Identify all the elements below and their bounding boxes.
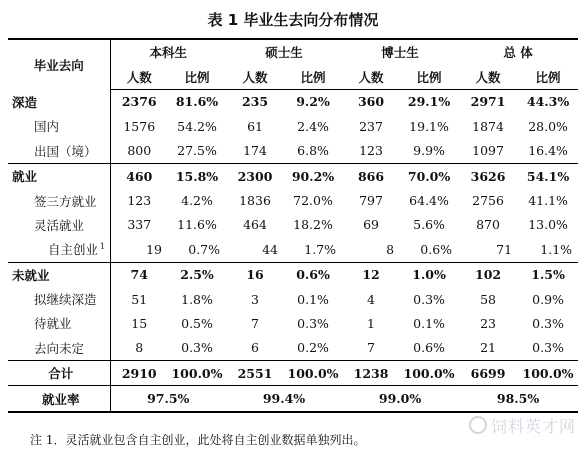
cell: 23	[480, 315, 496, 331]
cell: 0.1%	[297, 291, 329, 307]
row-label: 去向未定	[8, 336, 110, 361]
cell: 460	[110, 163, 168, 188]
cell: 0.3%	[413, 291, 445, 307]
cell: 1.5%	[518, 262, 578, 287]
table-row-employment-rate	[8, 386, 578, 412]
header-count: 人数	[458, 64, 518, 89]
cell: 2.5%	[168, 262, 226, 287]
table-row-tripartite	[8, 188, 578, 212]
cell: 2910	[110, 361, 168, 386]
watermark-text: 饲料英才网	[490, 417, 576, 436]
cell: 29.1%	[407, 94, 451, 110]
cell: 5.6%	[413, 217, 445, 233]
cell: 19	[146, 241, 162, 257]
cell: 4.2%	[181, 193, 213, 209]
header-undergrad: 本科生	[110, 39, 226, 64]
cell: 6699	[458, 361, 518, 386]
cell: 800	[127, 143, 152, 159]
table-row-unemployed	[8, 262, 578, 287]
row-label: 签三方就业	[8, 188, 110, 212]
table-row-awaiting	[8, 311, 578, 335]
cell: 1576	[123, 118, 156, 134]
cell: 97.5%	[110, 386, 226, 412]
cell: 16	[226, 262, 284, 287]
cell: 81.6%	[175, 94, 219, 110]
row-label: 灵活就业	[8, 213, 110, 237]
cell: 51	[131, 291, 148, 307]
cell: 15.8%	[168, 163, 226, 188]
cell: 1.1%	[540, 241, 573, 257]
cell: 28.0%	[528, 118, 568, 134]
cell: 54.1%	[518, 163, 578, 188]
cell: 74	[110, 262, 168, 287]
cell: 100.0%	[168, 361, 226, 386]
cell: 13.0%	[528, 217, 568, 233]
table-row-employed	[8, 163, 578, 188]
footnote-marker: 1	[100, 242, 106, 252]
header-doctor: 博士生	[342, 39, 458, 64]
cell: 0.6%	[420, 241, 453, 257]
cell: 0.9%	[532, 291, 564, 307]
header-ratio: 比例	[518, 64, 578, 89]
row-label: 待就业	[8, 311, 110, 335]
cell: 2300	[226, 163, 284, 188]
header-count: 人数	[342, 64, 400, 89]
table-row-flexible	[8, 213, 578, 237]
graduate-destination-table	[8, 38, 578, 413]
cell: 4	[367, 291, 375, 307]
row-label: 就业	[8, 163, 110, 188]
cell: 0.3%	[532, 340, 564, 356]
header-ratio: 比例	[168, 64, 226, 89]
header-ratio: 比例	[284, 64, 342, 89]
header-count: 人数	[226, 64, 284, 89]
header-corner: 毕业去向	[8, 39, 110, 89]
cell: 70.0%	[400, 163, 458, 188]
cell: 21	[480, 340, 496, 356]
row-label: 未就业	[8, 262, 110, 287]
cell: 27.5%	[177, 143, 217, 159]
cell: 98.5%	[458, 386, 578, 412]
cell: 123	[359, 143, 383, 159]
cell: 18.2%	[293, 217, 333, 233]
cell: 44.3%	[526, 94, 570, 110]
row-label: 出国（境）	[8, 139, 110, 164]
header-count: 人数	[110, 64, 168, 89]
header-master: 硕士生	[226, 39, 342, 64]
cell: 41.1%	[528, 193, 568, 209]
cell: 8	[386, 241, 395, 257]
cell: 16.4%	[528, 143, 568, 159]
row-label: 拟继续深造	[8, 287, 110, 311]
header-overall: 总 体	[458, 39, 578, 64]
cell: 0.6%	[284, 262, 342, 287]
cell: 1836	[239, 193, 271, 209]
cell: 0.2%	[297, 340, 329, 356]
table-title: 表 1 毕业生去向分布情况	[207, 11, 379, 29]
row-label: 就业率	[8, 386, 110, 412]
cell: 235	[241, 94, 269, 110]
cell: 3	[251, 291, 259, 307]
cell: 0.1%	[413, 315, 445, 331]
cell: 1097	[472, 143, 504, 159]
cell: 870	[476, 217, 500, 233]
cell: 1874	[472, 118, 504, 134]
row-label: 合计	[8, 361, 110, 386]
cell: 7	[251, 315, 259, 331]
cell: 61	[247, 118, 263, 134]
cell: 0.5%	[181, 315, 213, 331]
cell: 99.0%	[342, 386, 458, 412]
cell: 464	[243, 217, 267, 233]
table-row-total	[8, 361, 578, 386]
cell: 69	[363, 217, 379, 233]
cell: 2.4%	[297, 118, 329, 134]
table-row-domestic	[8, 114, 578, 138]
cell: 123	[127, 193, 152, 209]
cell: 360	[357, 94, 385, 110]
cell: 99.4%	[226, 386, 342, 412]
cell: 1.0%	[400, 262, 458, 287]
cell: 100.0%	[518, 361, 578, 386]
watermark	[469, 414, 576, 437]
cell: 9.9%	[413, 143, 445, 159]
cell: 3626	[458, 163, 518, 188]
cell: 15	[131, 315, 148, 331]
cell: 1	[367, 315, 375, 331]
row-label	[8, 237, 110, 262]
cell: 102	[458, 262, 518, 287]
cell: 1.8%	[181, 291, 213, 307]
cell: 90.2%	[284, 163, 342, 188]
row-label: 深造	[8, 89, 110, 114]
cell: 72.0%	[293, 193, 333, 209]
header-row-groups	[8, 39, 578, 64]
table-row-abroad	[8, 139, 578, 164]
cell: 1238	[342, 361, 400, 386]
cell: 44	[262, 241, 279, 257]
cell: 8	[135, 340, 144, 356]
cell: 0.7%	[188, 241, 221, 257]
cell: 19.1%	[409, 118, 449, 134]
row-label-text: 自主创业	[48, 242, 99, 258]
cell: 2551	[226, 361, 284, 386]
cell: 6	[251, 340, 259, 356]
cell: 100.0%	[400, 361, 458, 386]
cell: 7	[367, 340, 375, 356]
cell: 2376	[121, 94, 157, 110]
cell: 2756	[472, 193, 504, 209]
cell: 54.2%	[177, 118, 217, 134]
cell: 0.6%	[413, 340, 445, 356]
cell: 100.0%	[284, 361, 342, 386]
table-row-undecided	[8, 336, 578, 361]
table-row-self-employed	[8, 237, 578, 262]
cell: 2971	[470, 94, 506, 110]
row-label: 国内	[8, 114, 110, 138]
footnote: 注 1．灵活就业包含自主创业，此处将自主创业数据单独列出。	[30, 433, 366, 447]
cell: 0.3%	[181, 340, 213, 356]
table-row-plan-further-study	[8, 287, 578, 311]
cell: 0.3%	[297, 315, 329, 331]
cell: 174	[243, 143, 267, 159]
header-ratio: 比例	[400, 64, 458, 89]
cell: 237	[359, 118, 383, 134]
cell: 11.6%	[177, 217, 217, 233]
cell: 866	[342, 163, 400, 188]
table-row-further-study	[8, 89, 578, 114]
cell: 337	[127, 217, 152, 233]
watermark-icon	[469, 416, 487, 434]
cell: 0.3%	[532, 315, 564, 331]
cell: 64.4%	[409, 193, 449, 209]
cell: 71	[496, 241, 513, 257]
cell: 9.2%	[296, 94, 330, 110]
cell: 6.8%	[297, 143, 329, 159]
cell: 58	[480, 291, 496, 307]
cell: 1.7%	[304, 241, 337, 257]
cell: 12	[342, 262, 400, 287]
cell: 797	[359, 193, 383, 209]
